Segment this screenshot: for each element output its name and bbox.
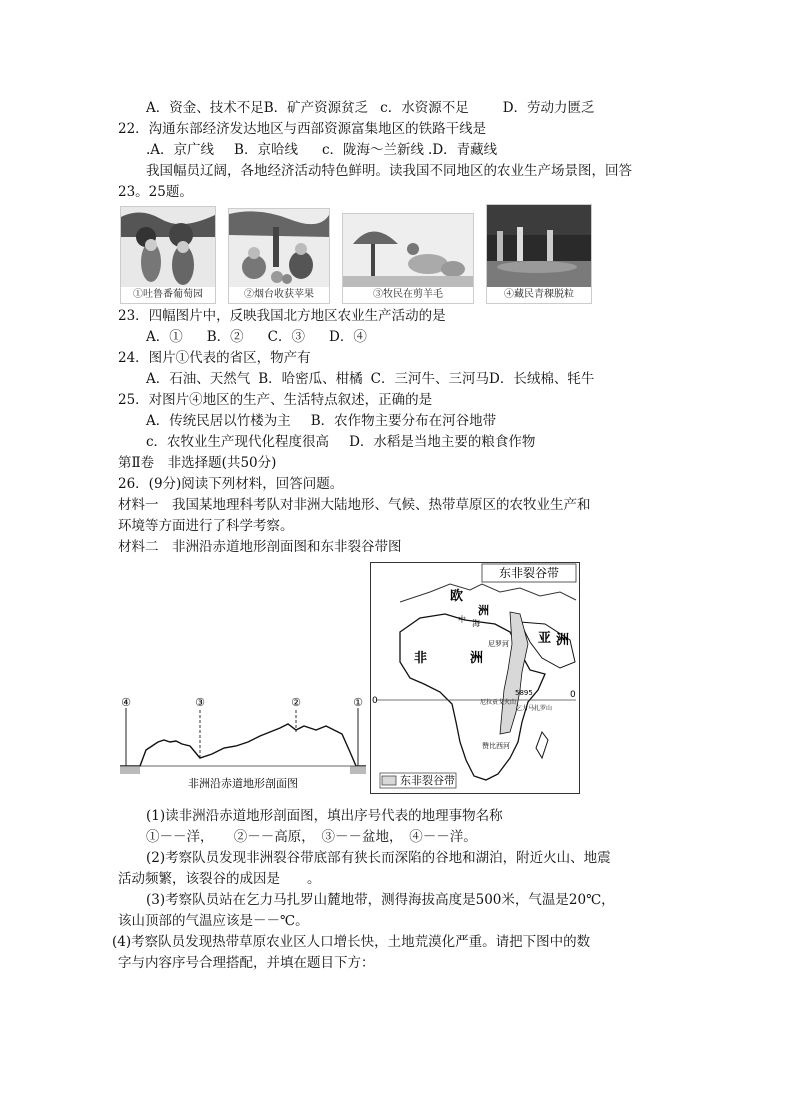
label-africa-1: 非 <box>414 651 428 666</box>
label-peak-height: 5895 <box>515 689 533 697</box>
q23-option-a: A．① <box>146 329 183 345</box>
photo-apple-harvest <box>228 208 330 304</box>
sub-q3-line-1: (3)考察队员站在乞力马扎罗山麓地带，测得海拔高度是500米，气温是20℃， <box>146 892 615 908</box>
q21-option-a: A．资金、技术不足 <box>146 100 264 116</box>
legend-swatch <box>382 776 396 785</box>
q21-option-b: B．矿产资源贫乏 <box>263 100 369 116</box>
section-2-heading: 第Ⅱ卷 非选择题(共50分) <box>118 455 277 471</box>
q24-option-c: C．三河牛、三河马 <box>370 371 490 387</box>
profile-marker-1: ① <box>353 696 363 709</box>
profile-marker-4: ④ <box>121 696 131 709</box>
intro-line-2: 23。25题。 <box>118 184 193 200</box>
profile-marker-2: ② <box>291 696 301 709</box>
photo-grape-vineyard <box>120 206 216 304</box>
legend-label: 东非裂谷带 <box>400 774 455 787</box>
photo-caption: ④藏民青稞脱粒 <box>487 287 591 303</box>
q23-options <box>146 328 367 346</box>
q24-options <box>146 370 594 388</box>
profile-title: 非洲沿赤道地形剖面图 <box>188 777 298 790</box>
barley-threshing-photo <box>487 205 591 287</box>
q23-stem: 23．四幅图片中，反映我国北方地区农业生产活动的是 <box>118 308 446 324</box>
terrain-profile-diagram <box>120 696 366 794</box>
rift-map-title: 东非裂谷带 <box>498 566 560 580</box>
q25-stem: 25．对图片④地区的生产、生活特点叙述，正确的是 <box>118 392 433 408</box>
label-europe-2: 洲 <box>478 604 489 617</box>
q23-option-c: C．③ <box>267 329 306 345</box>
sub-q2-line-1: (2)考察队员发现非洲裂谷带底部有狭长而深陷的谷地和湖泊，附近火山、地震 <box>146 850 611 866</box>
q26-material-1-line-2: 环境等方面进行了科学考察。 <box>118 518 294 534</box>
apple-harvest-illustration <box>229 209 329 287</box>
q25-options-row-1 <box>146 412 496 430</box>
q25-option-d: D．水稻是当地主要的粮食作物 <box>349 434 536 450</box>
q22-option-d: .D．青藏线 <box>428 142 498 158</box>
q25-option-b: B．农作物主要分布在河谷地带 <box>310 413 497 429</box>
label-europe-1: 欧 <box>450 589 464 604</box>
q23-option-d: D．④ <box>329 329 367 345</box>
q24-option-b: B．哈密瓜、柑橘 <box>258 371 363 387</box>
sub-q4-line-2: 字与内容序号合理搭配，并填在题目下方： <box>118 955 375 971</box>
q25-options-row-2 <box>146 433 535 451</box>
photo-caption: ②烟台收获苹果 <box>229 287 329 303</box>
sub-q2-line-2: 活动频繁，该裂谷的成因是 。 <box>118 871 321 887</box>
label-volcano: 尼拉贡戈火山 <box>480 699 517 706</box>
label-zambezi: 赞比西河 <box>482 742 510 750</box>
label-asia-1: 亚 <box>538 631 552 646</box>
equator-label-left: 0 <box>372 696 378 706</box>
label-sea-1: 中 <box>458 615 466 624</box>
q22-option-c: c．陇海～兰新线 <box>321 142 425 158</box>
photo-caption: ③牧民在剪羊毛 <box>343 287 473 303</box>
sub-q3-line-2: 该山顶部的气温应该是－－℃。 <box>118 913 309 929</box>
sub-q1-answer-blanks: ①－－洋， ②－－高原， ③－－盆地， ④－－洋。 <box>146 829 477 845</box>
east-african-rift-map <box>370 562 580 794</box>
q21-option-c: c．水资源不足 <box>380 100 469 116</box>
q24-stem: 24．图片①代表的省区，物产有 <box>118 350 311 366</box>
grape-vineyard-illustration <box>121 207 215 287</box>
equator-terrain-profile <box>120 696 366 794</box>
q26-material-2: 材料二 非洲沿赤道地形剖面图和东非裂谷带图 <box>118 539 402 555</box>
q25-option-c: c．农牧业生产现代化程度很高 <box>146 434 330 450</box>
rift-map-diagram <box>370 562 580 794</box>
q23-option-b: B．② <box>206 329 244 345</box>
photo-highland-barley-threshing <box>486 204 592 304</box>
intro-line-1: 我国幅员辽阔，各地经济活动特色鲜明。读我国不同地区的农业生产场景图，回答 <box>146 163 632 179</box>
equator-label-right: 0 <box>570 690 576 700</box>
profile-marker-3: ③ <box>195 696 205 709</box>
q26-stem: 26．(9分)阅读下列材料，回答问题。 <box>118 476 344 492</box>
q22-option-a: .A．京广线 <box>146 142 215 158</box>
q22-stem: 22．沟通东部经济发达地区与西部资源富集地区的铁路干线是 <box>118 121 487 137</box>
label-asia-2: 洲 <box>556 633 570 648</box>
photo-sheep-shearing <box>342 213 474 304</box>
label-kilimanjaro: 乞力马扎罗山 <box>516 705 553 712</box>
sub-q1: (1)读非洲沿赤道地形剖面图，填出序号代表的地理事物名称 <box>146 808 503 824</box>
label-sea-2: 海 <box>472 619 480 628</box>
q22-options <box>146 141 497 159</box>
q26-material-1-line-1: 材料一 我国某地理科考队对非洲大陆地形、气候、热带草原区的农牧业生产和 <box>118 497 591 513</box>
sub-q4-line-1: (4)考察队员发现热带草原农业区人口增长快，土地荒漠化严重。请把下图中的数 <box>112 934 591 950</box>
label-nile: 尼罗河 <box>488 640 509 648</box>
q21-option-d: D．劳动力匮乏 <box>502 100 595 116</box>
q24-option-d: D．长绒棉、牦牛 <box>489 371 595 387</box>
q22-option-b: B．京哈线 <box>234 142 298 158</box>
label-africa-2: 洲 <box>470 651 484 666</box>
q21-options <box>146 99 595 117</box>
sheep-shearing-illustration <box>343 214 473 287</box>
q24-option-a: A．石油、天然气 <box>146 371 251 387</box>
q25-option-a: A．传统民居以竹楼为主 <box>146 413 291 429</box>
photo-caption: ①吐鲁番葡萄园 <box>121 287 215 303</box>
